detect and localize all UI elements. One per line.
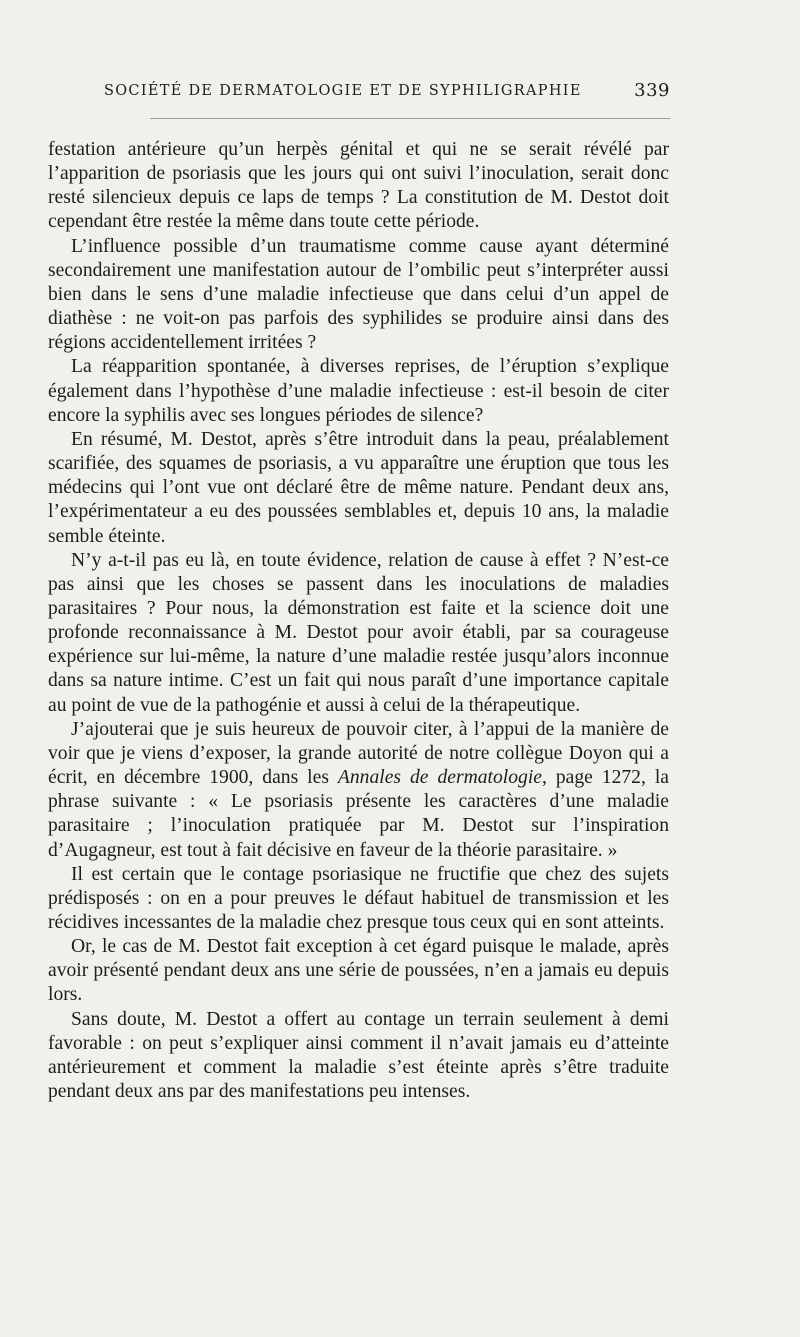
paragraph-citation <box>48 718 669 863</box>
running-header <box>104 80 670 107</box>
citation-text-after: , page 1272, la phrase suivante : « Le psoriasis présente les caractères d’une maladie parasitaire ; l’inoculation pratiquée par M. Destot sur l’inspiration d’Augagneur, est tout à fait décisive en faveur de la théorie parasitaire. » <box>48 767 669 861</box>
journal-title: Annales de dermatologie <box>337 767 542 789</box>
page-number: 339 <box>634 80 670 101</box>
paragraph-continuation: festation antérieure qu’un herpès génital et qui ne se serait révélé par l’apparition de psoriasis que les jours qui ont suivi l’inoculation, serait donc resté silencieux depuis ce laps de temps ? La constitution de M. Destot doit cependant être restée la même dans toute cette période. <box>48 139 669 233</box>
paragraph-summary: En résumé, M. Destot, après s’être introduit dans la peau, préalablement scarifiée, des squames de psoriasis, a vu apparaître une éruption que tous les médecins qui l’ont vue ont déclaré être de même nature. Pendant deux ans, l’expérimentateur a eu des poussées semblables et, depuis 10 ans, la maladie semble éteinte. <box>48 428 669 547</box>
paragraph-predisposition: Il est certain que le contage psoriasique ne fructifie que chez des sujets prédisposés : on en a pour preuves le défaut habituel de transmission et les récidives incessantes de la maladie chez presque tous ceux qui en sont atteints. <box>48 863 669 933</box>
paragraph-cause-effect: N’y a-t-il pas eu là, en toute évidence, relation de cause à effet ? N’est-ce pas ainsi que les choses se passent dans les inoculations de maladies parasitaires ? Pour nous, la démonstration est faite et la science doit une profonde reconnaissance à M. Destot pour avoir établi, par sa courageuse expérience sur lui-même, la nature d’une maladie restée jusqu’alors inconnue dans sa nature intime. C’est un fait qui nous paraît d’une importance capitale au point de vue de la pathogénie et aussi à celui de la thérapeutique. <box>48 549 669 716</box>
running-title: SOCIÉTÉ DE DERMATOLOGIE ET DE SYPHILIGRAPHIE <box>104 83 582 99</box>
paragraph-terrain: Sans doute, M. Destot a offert au contage un terrain seulement à demi favorable : on peut s’expliquer ainsi comment il n’avait jamais eu d’atteinte antérieurement et comment la maladie s’est éteinte après s’être traduite pendant deux ans par des manifestations peu intenses. <box>48 1008 669 1103</box>
citation-text-before: J’ajouterai que je suis heureux de pouvoir citer, à l’appui de la manière de voir que je viens d’exposer, la grande autorité de notre collègue Doyon qui a écrit, en décembre 1900, dans les <box>48 718 669 789</box>
paragraph-traumatism: L’influence possible d’un traumatisme comme cause ayant déterminé secondairement une manifestation autour de l’ombilic peut s’interpréter aussi bien dans le sens d’une maladie infectieuse que dans celui d’un appel de diathèse : ne voit-on pas parfois des syphilides se produire ainsi dans des régions accidentellement irritées ? <box>48 235 669 354</box>
header-rule <box>150 118 670 119</box>
paragraph-exception: Or, le cas de M. Destot fait exception à cet égard puisque le malade, après avoir présenté pendant deux ans une série de poussées, n’en a jamais eu depuis lors. <box>48 936 669 1006</box>
paragraph-reappearance: La réapparition spontanée, à diverses reprises, de l’éruption s’explique également dans l’hypothèse d’une maladie infectieuse : est-il besoin de citer encore la syphilis avec ses longues périodes de silence? <box>48 356 669 426</box>
body-text <box>48 138 669 1104</box>
